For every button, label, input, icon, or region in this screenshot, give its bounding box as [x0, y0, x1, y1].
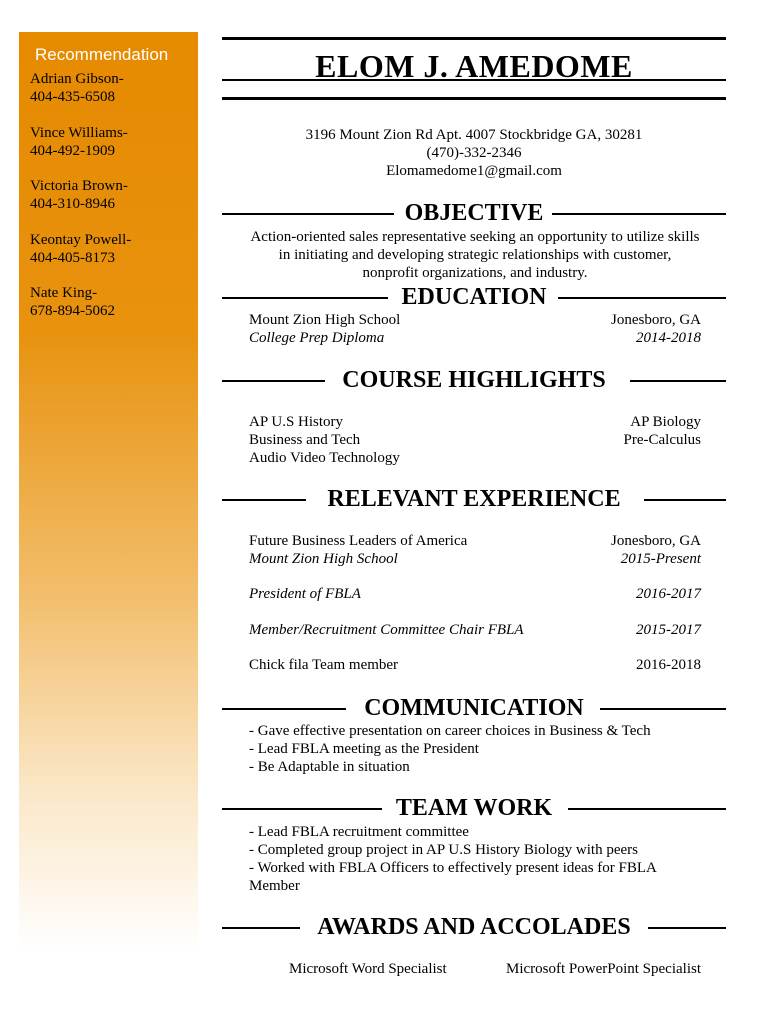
awards-heading [222, 912, 726, 942]
organization: Future Business Leaders of America [249, 533, 468, 549]
course-item: Pre-Calculus [623, 432, 701, 448]
recommendation-contact [30, 231, 131, 267]
list-item: - Gave effective presentation on career choices in Business & Tech [249, 723, 651, 739]
contact-phone: 404-310-8946 [30, 196, 115, 212]
experience-years: 2015-Present [620, 551, 701, 567]
section-title: OBJECTIVE [399, 200, 550, 226]
list-item: - Completed group project in AP U.S History Biology with peers [249, 842, 638, 858]
courses-heading [222, 365, 726, 395]
objective-text [249, 228, 701, 282]
header-rule-top [222, 37, 726, 40]
section-title: AWARDS AND ACCOLADES [311, 914, 636, 940]
contact-name: Vince Williams- [30, 125, 128, 141]
job: Chick fila Team member [249, 657, 399, 673]
recommendation-contact [30, 284, 115, 320]
organization-location: Jonesboro, GA [611, 533, 701, 549]
course-item: AP Biology [630, 414, 701, 430]
role: President of FBLA [249, 586, 361, 602]
objective-line: nonprofit organizations, and industry. [362, 265, 588, 281]
candidate-name: ELOM J. AMEDOME [315, 48, 633, 84]
recommendation-contact [30, 124, 128, 160]
list-item: - Lead FBLA meeting as the President [249, 741, 479, 757]
list-item: - Worked with FBLA Officers to effectively present ideas for FBLA [249, 860, 657, 876]
section-title: TEAM WORK [390, 795, 558, 821]
header-rule-bottom [222, 97, 726, 100]
contact-name: Adrian Gibson- [30, 71, 124, 87]
contact-name: Keontay Powell- [30, 232, 132, 248]
contact-phone: 404-405-8173 [30, 250, 115, 266]
course-item: Business and Tech [249, 432, 361, 448]
phone: (470)-332-2346 [426, 145, 522, 161]
contact-info [222, 126, 726, 180]
list-item: - Be Adaptable in situation [249, 759, 410, 775]
recommendation-contact [30, 70, 124, 106]
communication-heading [222, 693, 726, 723]
sidebar-heading: Recommendation [35, 45, 169, 64]
teamwork-heading [222, 793, 726, 823]
section-title: RELEVANT EXPERIENCE [321, 486, 626, 512]
education-years: 2014-2018 [636, 330, 701, 346]
award-item: Microsoft Word Specialist [289, 961, 447, 977]
experience-school: Mount Zion High School [249, 551, 398, 567]
contact-phone: 678-894-5062 [30, 303, 115, 319]
objective-line: in initiating and developing strategic relationships with customer, [278, 247, 672, 263]
section-title: COMMUNICATION [358, 695, 590, 721]
role-years: 2016-2017 [636, 586, 701, 602]
contact-name: Nate King- [30, 285, 98, 301]
objective-heading [222, 198, 726, 228]
communication-list [249, 722, 701, 776]
objective-line: Action-oriented sales representative seeking an opportunity to utilize skills [250, 229, 700, 245]
section-title: EDUCATION [396, 284, 553, 310]
role: Member/Recruitment Committee Chair FBLA [249, 622, 524, 638]
contact-phone: 404-435-6508 [30, 89, 115, 105]
list-item: - Lead FBLA recruitment committee [249, 824, 469, 840]
teamwork-list [249, 823, 701, 895]
contact-phone: 404-492-1909 [30, 143, 115, 159]
course-item: Audio Video Technology [249, 450, 400, 466]
recommendation-sidebar [19, 32, 198, 1024]
list-item: Member [249, 878, 300, 894]
recommendation-contact [30, 177, 128, 213]
role-years: 2015-2017 [636, 622, 701, 638]
job-years: 2016-2018 [636, 657, 701, 673]
course-item: AP U.S History [249, 414, 344, 430]
diploma: College Prep Diploma [249, 330, 385, 346]
school-name: Mount Zion High School [249, 312, 401, 328]
school-location: Jonesboro, GA [611, 312, 701, 328]
section-title: COURSE HIGHLIGHTS [336, 367, 611, 393]
email: Elomamedome1@gmail.com [386, 163, 562, 179]
contact-name: Victoria Brown- [30, 178, 128, 194]
experience-heading [222, 484, 726, 514]
address: 3196 Mount Zion Rd Apt. 4007 Stockbridge GA, 30281 [305, 127, 643, 143]
award-item: Microsoft PowerPoint Specialist [506, 961, 701, 977]
education-heading [222, 282, 726, 312]
